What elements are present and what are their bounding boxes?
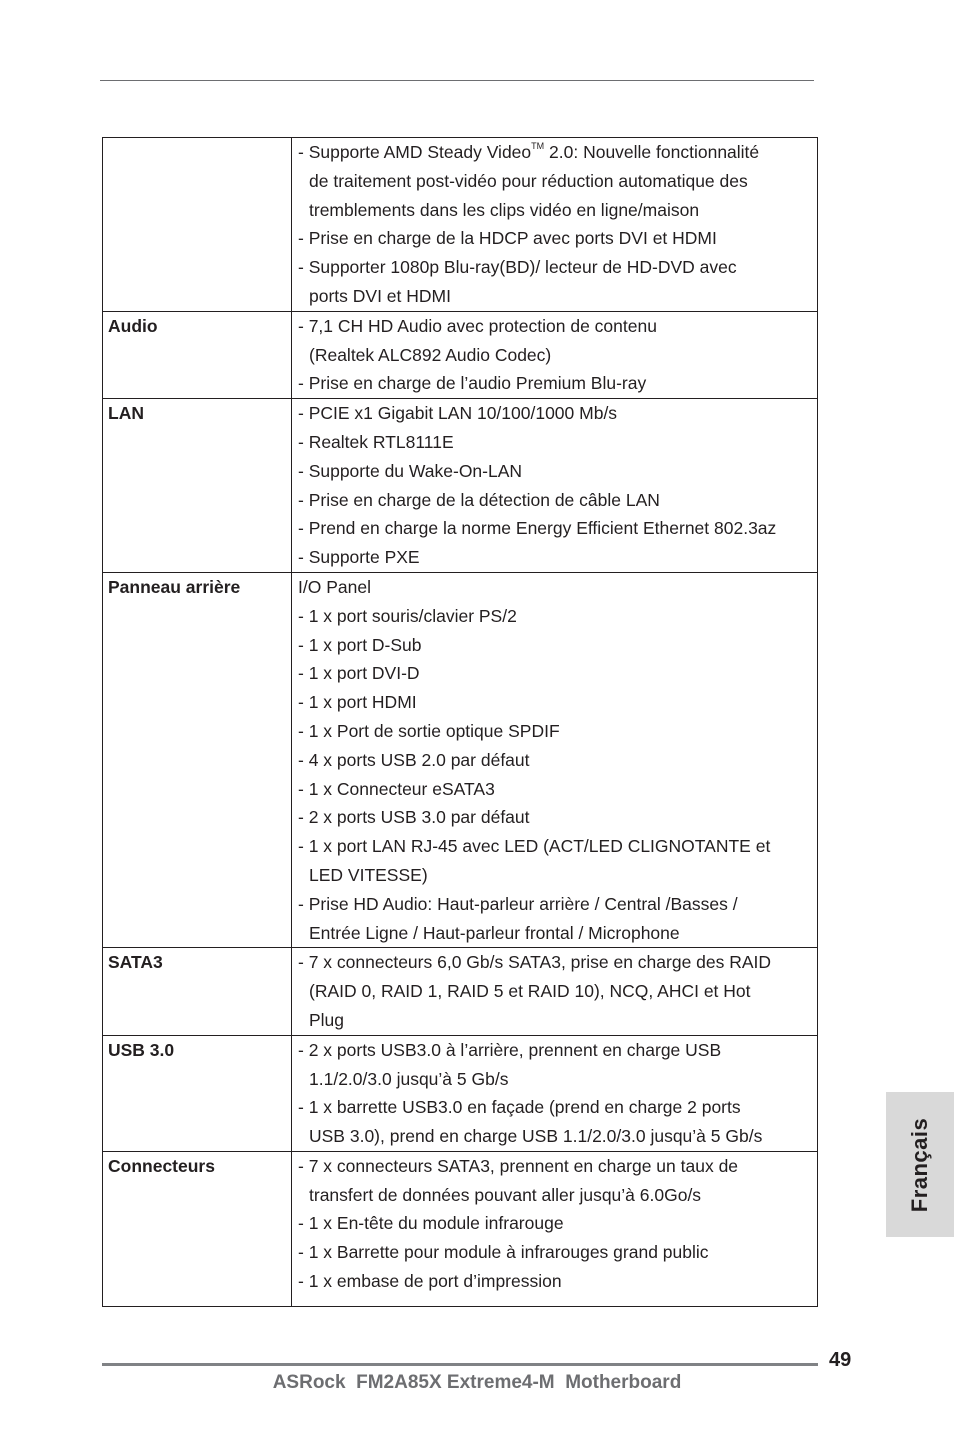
spec-line-text: - Prise en charge de l’audio Premium Blu-ray [298,373,647,394]
spec-line [298,312,817,341]
spec-line [298,1267,817,1296]
spec-line-text: - Supporte AMD Steady Video [298,142,532,162]
spec-row [103,948,818,1035]
spec-line [298,224,817,253]
trademark-mark: TM [531,141,545,151]
spec-line [298,167,817,196]
spec-line-text: - Supporte PXE [298,547,420,568]
spec-line [298,543,817,572]
spec-content [292,1151,818,1306]
spec-line [298,399,817,428]
spec-line-text: (RAID 0, RAID 1, RAID 5 et RAID 10), NCQ, AHCI et Hot [309,981,751,1002]
spec-table [102,137,818,1307]
spec-line [298,659,817,688]
spec-line [298,369,817,398]
spec-line [298,890,817,919]
spec-line-text: - 1 x port HDMI [298,692,417,713]
spec-line [298,717,817,746]
spec-line [298,138,817,167]
spec-line-text: ports DVI et HDMI [309,285,451,306]
spec-line-text: - 1 x Connecteur eSATA3 [298,778,495,799]
spec-label: USB 3.0 [103,1035,292,1151]
language-tab-label: Français [907,1117,932,1212]
spec-line [298,341,817,370]
spec-content [292,948,818,1035]
spec-line [298,1036,817,1065]
spec-row [103,311,818,398]
spec-label: Audio [103,311,292,398]
spec-line [298,832,817,861]
spec-row [103,138,818,312]
spec-line [298,1093,817,1122]
spec-line [298,573,817,602]
spec-line [298,1122,817,1151]
spec-line-text: - PCIE x1 Gigabit LAN 10/100/1000 Mb/s [298,403,618,424]
page-number: 49 [829,1349,852,1371]
spec-line-text: de traitement post-vidéo pour réduction automatique des [309,170,748,191]
spec-line-text: - 1 x port souris/clavier PS/2 [298,605,517,626]
spec-line-text: LED VITESSE) [309,864,428,885]
spec-line-text: - 1 x En-tête du module infrarouge [298,1213,564,1234]
spec-line-text: - 2 x ports USB 3.0 par défaut [298,807,530,828]
spec-line-text: - 1 x barrette USB3.0 en façade (prend en charge 2 ports [298,1097,741,1118]
spec-line [298,1209,817,1238]
spec-content [292,572,818,947]
spec-line [298,514,817,543]
spec-table-body [103,138,818,1307]
spec-line [298,1152,817,1181]
spec-content [292,138,818,312]
spec-row [103,399,818,573]
spec-line-text: - 1 x port DVI-D [298,663,420,684]
spec-row [103,1035,818,1151]
spec-line-text: - Prise en charge de la HDCP avec ports DVI et HDMI [298,228,717,249]
spec-line-text: tremblements dans les clips vidéo en ligne/maison [309,199,700,220]
spec-line [298,1006,817,1035]
spec-line [298,688,817,717]
spec-line-text: I/O Panel [298,576,371,597]
language-tab [886,1092,954,1237]
spec-line-text: - Prise en charge de la détection de câble LAN [298,489,660,510]
spec-line-text: - 2 x ports USB3.0 à l’arrière, prennent en charge USB [298,1039,722,1060]
spec-line-text: - 1 x port LAN RJ-45 avec LED (ACT/LED CLIGNOTANTE et [298,836,771,857]
spec-row [103,572,818,947]
spec-line [298,948,817,977]
spec-content [292,1035,818,1151]
spec-line [298,775,817,804]
spec-line-text: - Prend en charge la norme Energy Efficient Ethernet 802.3az [298,518,777,539]
spec-line [298,457,817,486]
footer-rule [102,1363,818,1366]
spec-label: Connecteurs [103,1151,292,1306]
spec-line-text: (Realtek ALC892 Audio Codec) [309,344,552,365]
spec-line-text: - 7 x connecteurs SATA3, prennent en charge un taux de [298,1155,739,1176]
spec-line-text: Entrée Ligne / Haut-parleur frontal / Microphone [309,922,680,943]
spec-line-text-after: 2.0: Nouvelle fonctionnalité [544,142,760,162]
spec-line-text: - Supporter 1080p Blu-ray(BD)/ lecteur de HD-DVD avec [298,257,737,278]
spec-line [298,746,817,775]
spec-line-text: - Supporte du Wake-On-LAN [298,460,523,481]
spec-label: SATA3 [103,948,292,1035]
spec-line [298,486,817,515]
spec-line-text: - 1 x Port de sortie optique SPDIF [298,720,560,741]
spec-line [298,919,817,948]
spec-line [298,1065,817,1094]
spec-line-text: USB 3.0), prend en charge USB 1.1/2.0/3.0 jusqu’à 5 Gb/s [309,1126,763,1147]
spec-line-text: 1.1/2.0/3.0 jusqu’à 5 Gb/s [309,1068,509,1089]
spec-line [298,253,817,282]
spec-label: LAN [103,399,292,573]
spec-line [298,196,817,225]
spec-line-text: - 1 x embase de port d’impression [298,1271,562,1292]
spec-line-text: - 1 x port D-Sub [298,634,422,655]
spec-line [298,602,817,631]
spec-line [298,977,817,1006]
spec-content [292,399,818,573]
spec-row [103,1151,818,1306]
spec-content [292,311,818,398]
spec-line-text: - 7,1 CH HD Audio avec protection de contenu [298,315,657,336]
spec-line-text: - Realtek RTL8111E [298,431,454,452]
spec-line [298,428,817,457]
spec-line-text: - 1 x Barrette pour module à infrarouges grand public [298,1242,709,1263]
spec-line-text: Plug [309,1009,345,1030]
spec-label: Panneau arrière [103,572,292,947]
spec-line-text: transfert de données pouvant aller jusqu’à 6.0Go/s [309,1184,702,1205]
spec-line [298,631,817,660]
spec-line [298,282,817,311]
spec-line [298,803,817,832]
spec-line-text: - 4 x ports USB 2.0 par défaut [298,749,530,770]
spec-label [103,138,292,312]
spec-line [298,861,817,890]
spec-line-text: - Prise HD Audio: Haut-parleur arrière / Central /Basses / [298,893,738,914]
spec-line [298,1181,817,1210]
spec-line-text: - 7 x connecteurs 6,0 Gb/s SATA3, prise en charge des RAID [298,952,772,973]
spec-line [298,1238,817,1267]
header-rule [100,80,814,81]
footer-title: ASRock FM2A85X Extreme4-M Motherboard [272,1372,682,1393]
